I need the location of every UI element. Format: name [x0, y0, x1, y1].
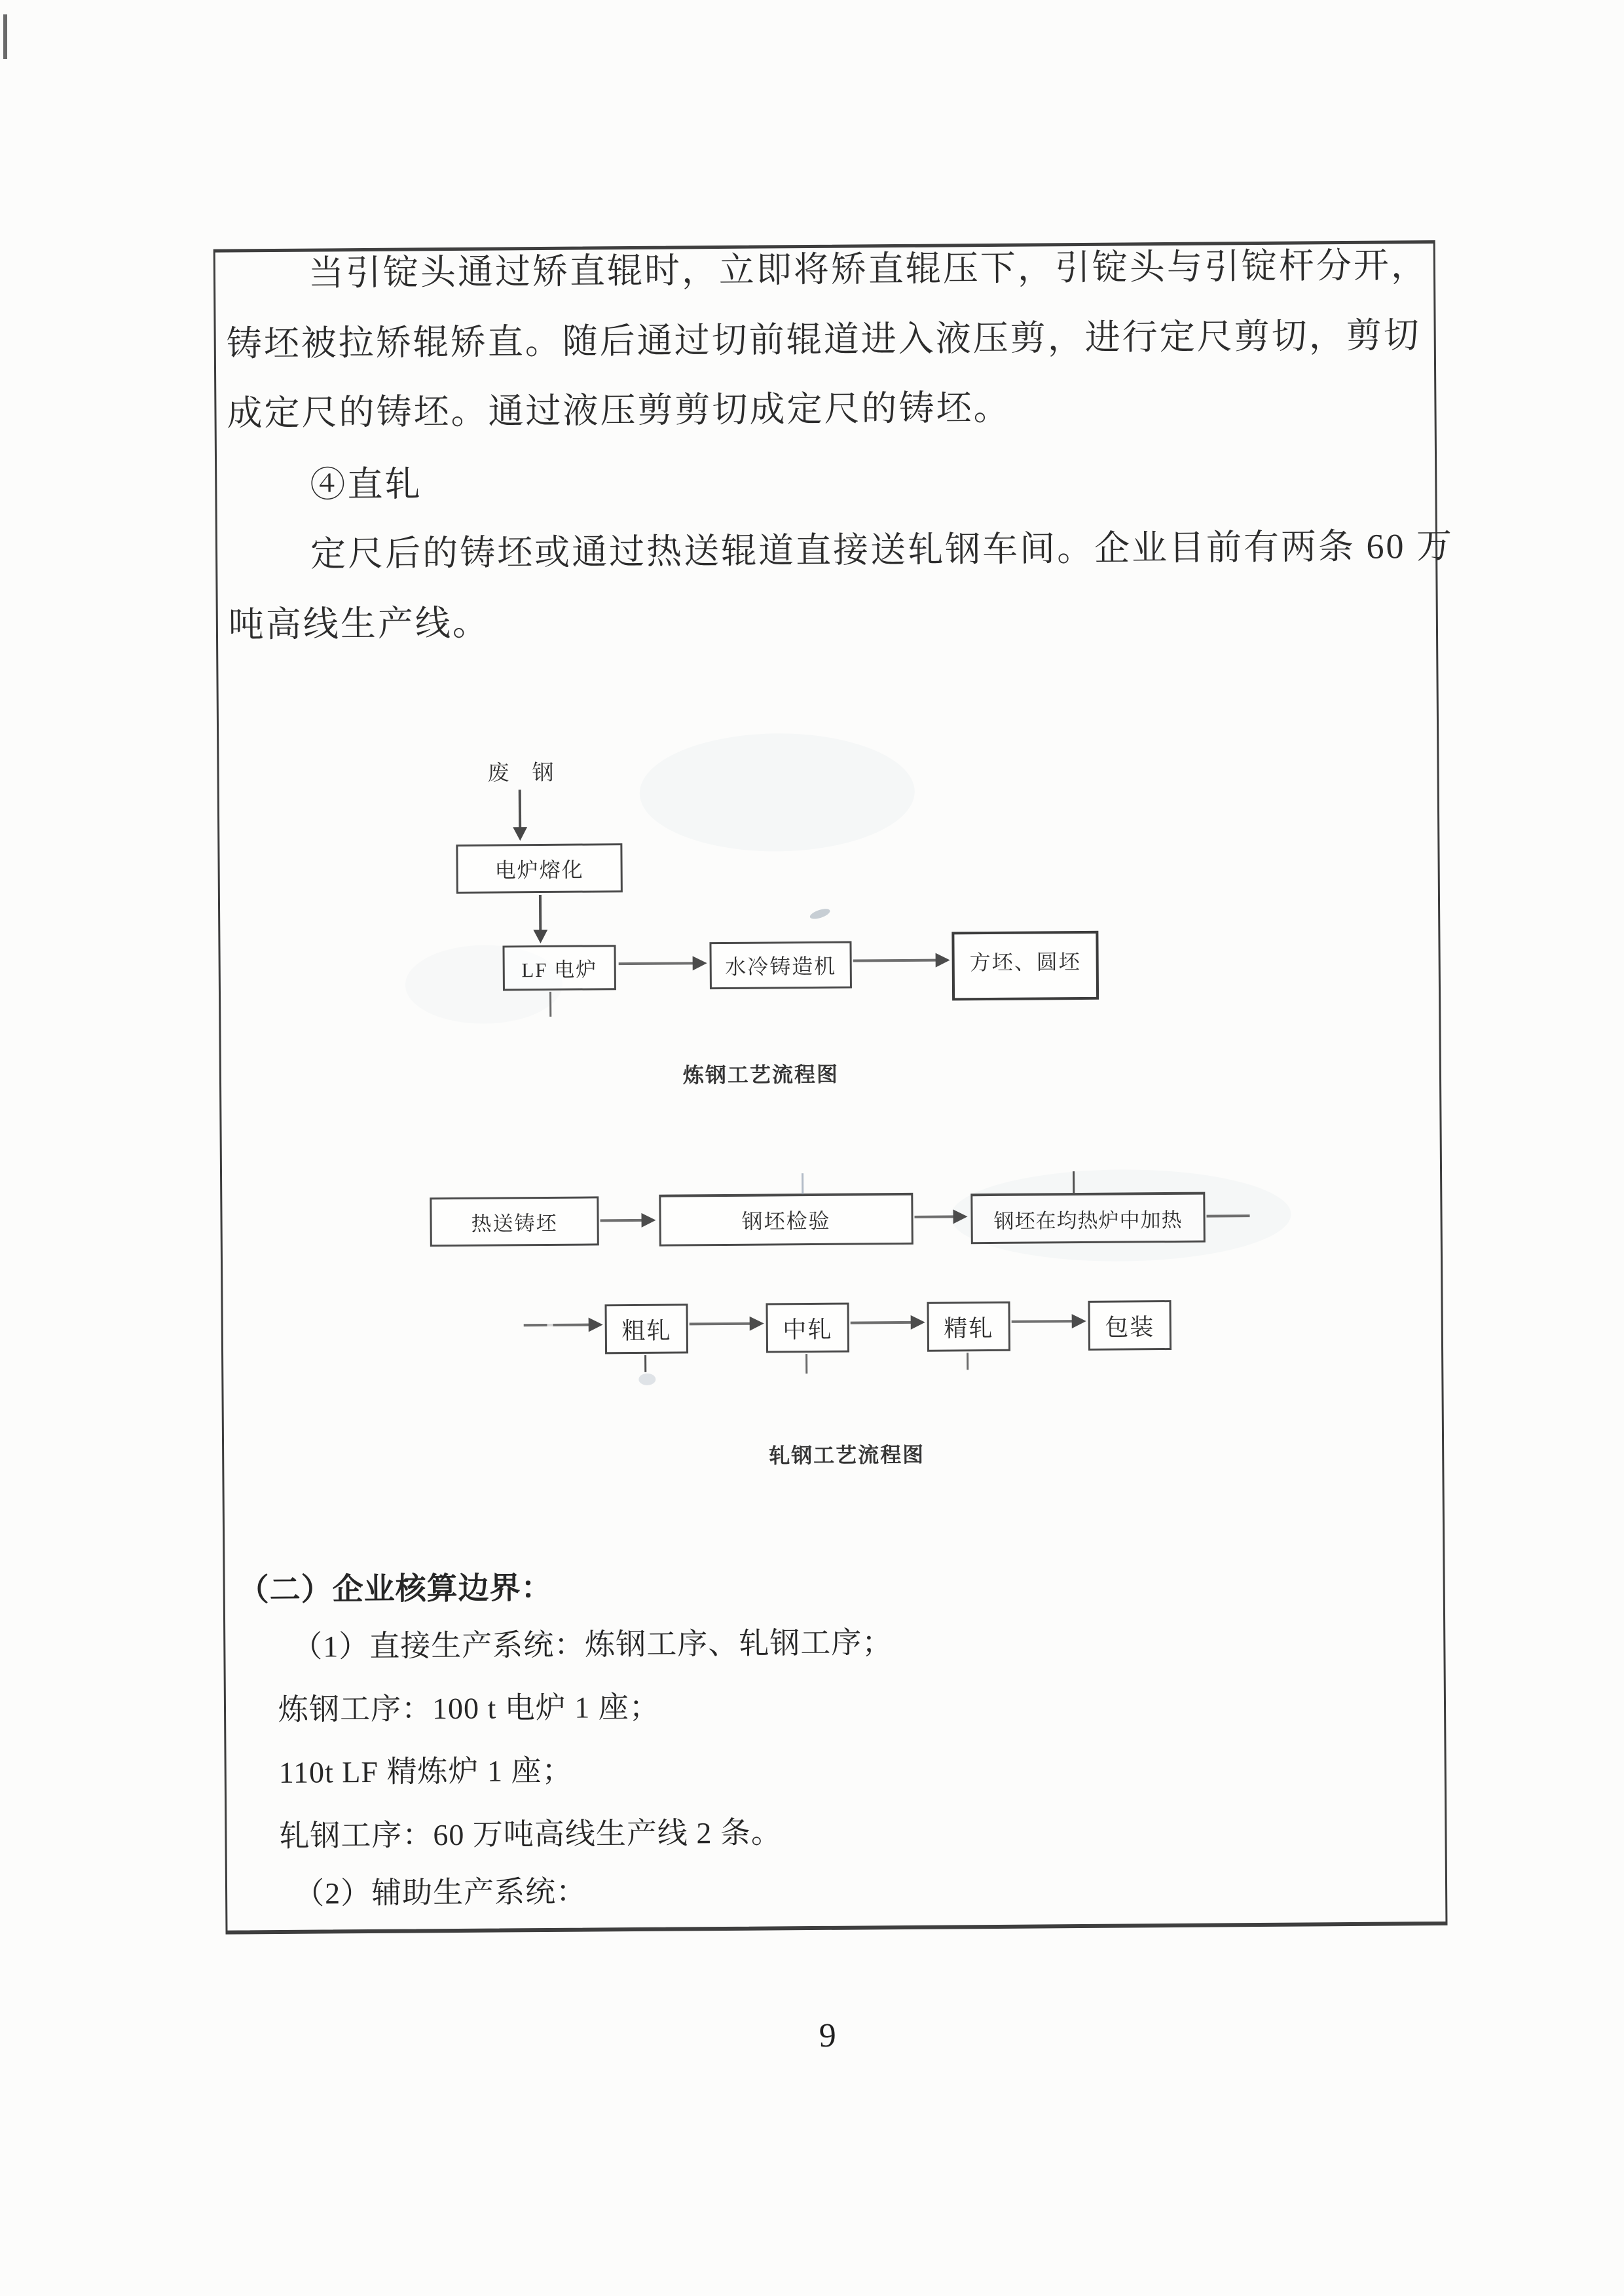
body-line: 定尺后的铸坯或通过热送辊道直接送轧钢车间。企业目前有两条 60 万	[310, 526, 1454, 574]
right-arrow-icon	[915, 1215, 954, 1218]
down-arrow-icon	[519, 790, 521, 828]
body-line: 铸坯被拉矫辊矫直。随后通过切前辊道进入液压剪，进行定尺剪切，剪切	[226, 316, 1421, 364]
rolling-caption: 轧钢工艺流程图	[769, 1442, 925, 1468]
right-arrow-icon	[690, 1322, 750, 1326]
flow-box-intermediate-rolling: 中轧	[766, 1303, 849, 1353]
flow-box-eaf-melting: 电炉熔化	[456, 843, 623, 894]
scan-tick	[1073, 1171, 1075, 1193]
flow-box-soaking-furnace: 钢坯在均热炉中加热	[970, 1192, 1206, 1245]
right-arrow-icon	[619, 962, 693, 965]
scan-tick	[549, 992, 551, 1017]
steelmaking-caption: 炼钢工艺流程图	[682, 1062, 840, 1087]
down-arrow-icon	[539, 895, 542, 930]
right-arrow-icon	[600, 1219, 642, 1222]
scan-tick	[644, 1355, 646, 1372]
body-line: 吨高线生产线。	[228, 603, 490, 645]
flow-box-billets: 方坯、圆坯	[951, 931, 1099, 1001]
boundary-heading: （二）企业核算边界：	[238, 1571, 553, 1608]
boundary-item: 110t LF 精炼炉 1 座；	[278, 1753, 573, 1789]
boundary-item: 轧钢工序：60 万吨高线生产线 2 条。	[279, 1815, 783, 1853]
boundary-item: 炼钢工序：100 t 电炉 1 座；	[278, 1690, 660, 1726]
boundary-item: （1）直接生产系统：炼钢工序、轧钢工序；	[292, 1626, 893, 1664]
flow-box-hot-billet: 热送铸坯	[430, 1196, 599, 1247]
flow-box-rough-rolling: 粗轧	[605, 1303, 689, 1354]
scan-tick	[967, 1353, 969, 1370]
right-arrow-icon	[524, 1324, 589, 1327]
scrap-steel-label: 废 钢	[487, 761, 555, 786]
page-number: 9	[819, 2016, 836, 2054]
right-arrow-icon	[1012, 1320, 1073, 1323]
flow-box-billet-inspection: 钢坯检验	[659, 1193, 913, 1247]
body-line: 成定尺的铸坯。通过液压剪剪切成定尺的铸坯。	[227, 388, 1011, 433]
flow-box-lf-furnace: LF 电炉	[502, 945, 616, 991]
scan-tick	[805, 1354, 807, 1374]
body-line: 当引锭头通过矫直辊时，立即将矫直辊压下，引锭头与引锭杆分开，	[308, 246, 1429, 293]
right-arrow-icon	[851, 1321, 912, 1324]
flow-box-water-cooled-caster: 水冷铸造机	[709, 941, 852, 990]
body-line: ④直轧	[310, 464, 422, 505]
flow-box-finish-rolling: 精轧	[927, 1302, 1010, 1352]
boundary-item: （2）辅助生产系统：	[293, 1874, 587, 1910]
scan-tick	[802, 1173, 803, 1194]
flow-line	[1207, 1214, 1250, 1217]
flow-box-packing: 包装	[1088, 1300, 1172, 1351]
